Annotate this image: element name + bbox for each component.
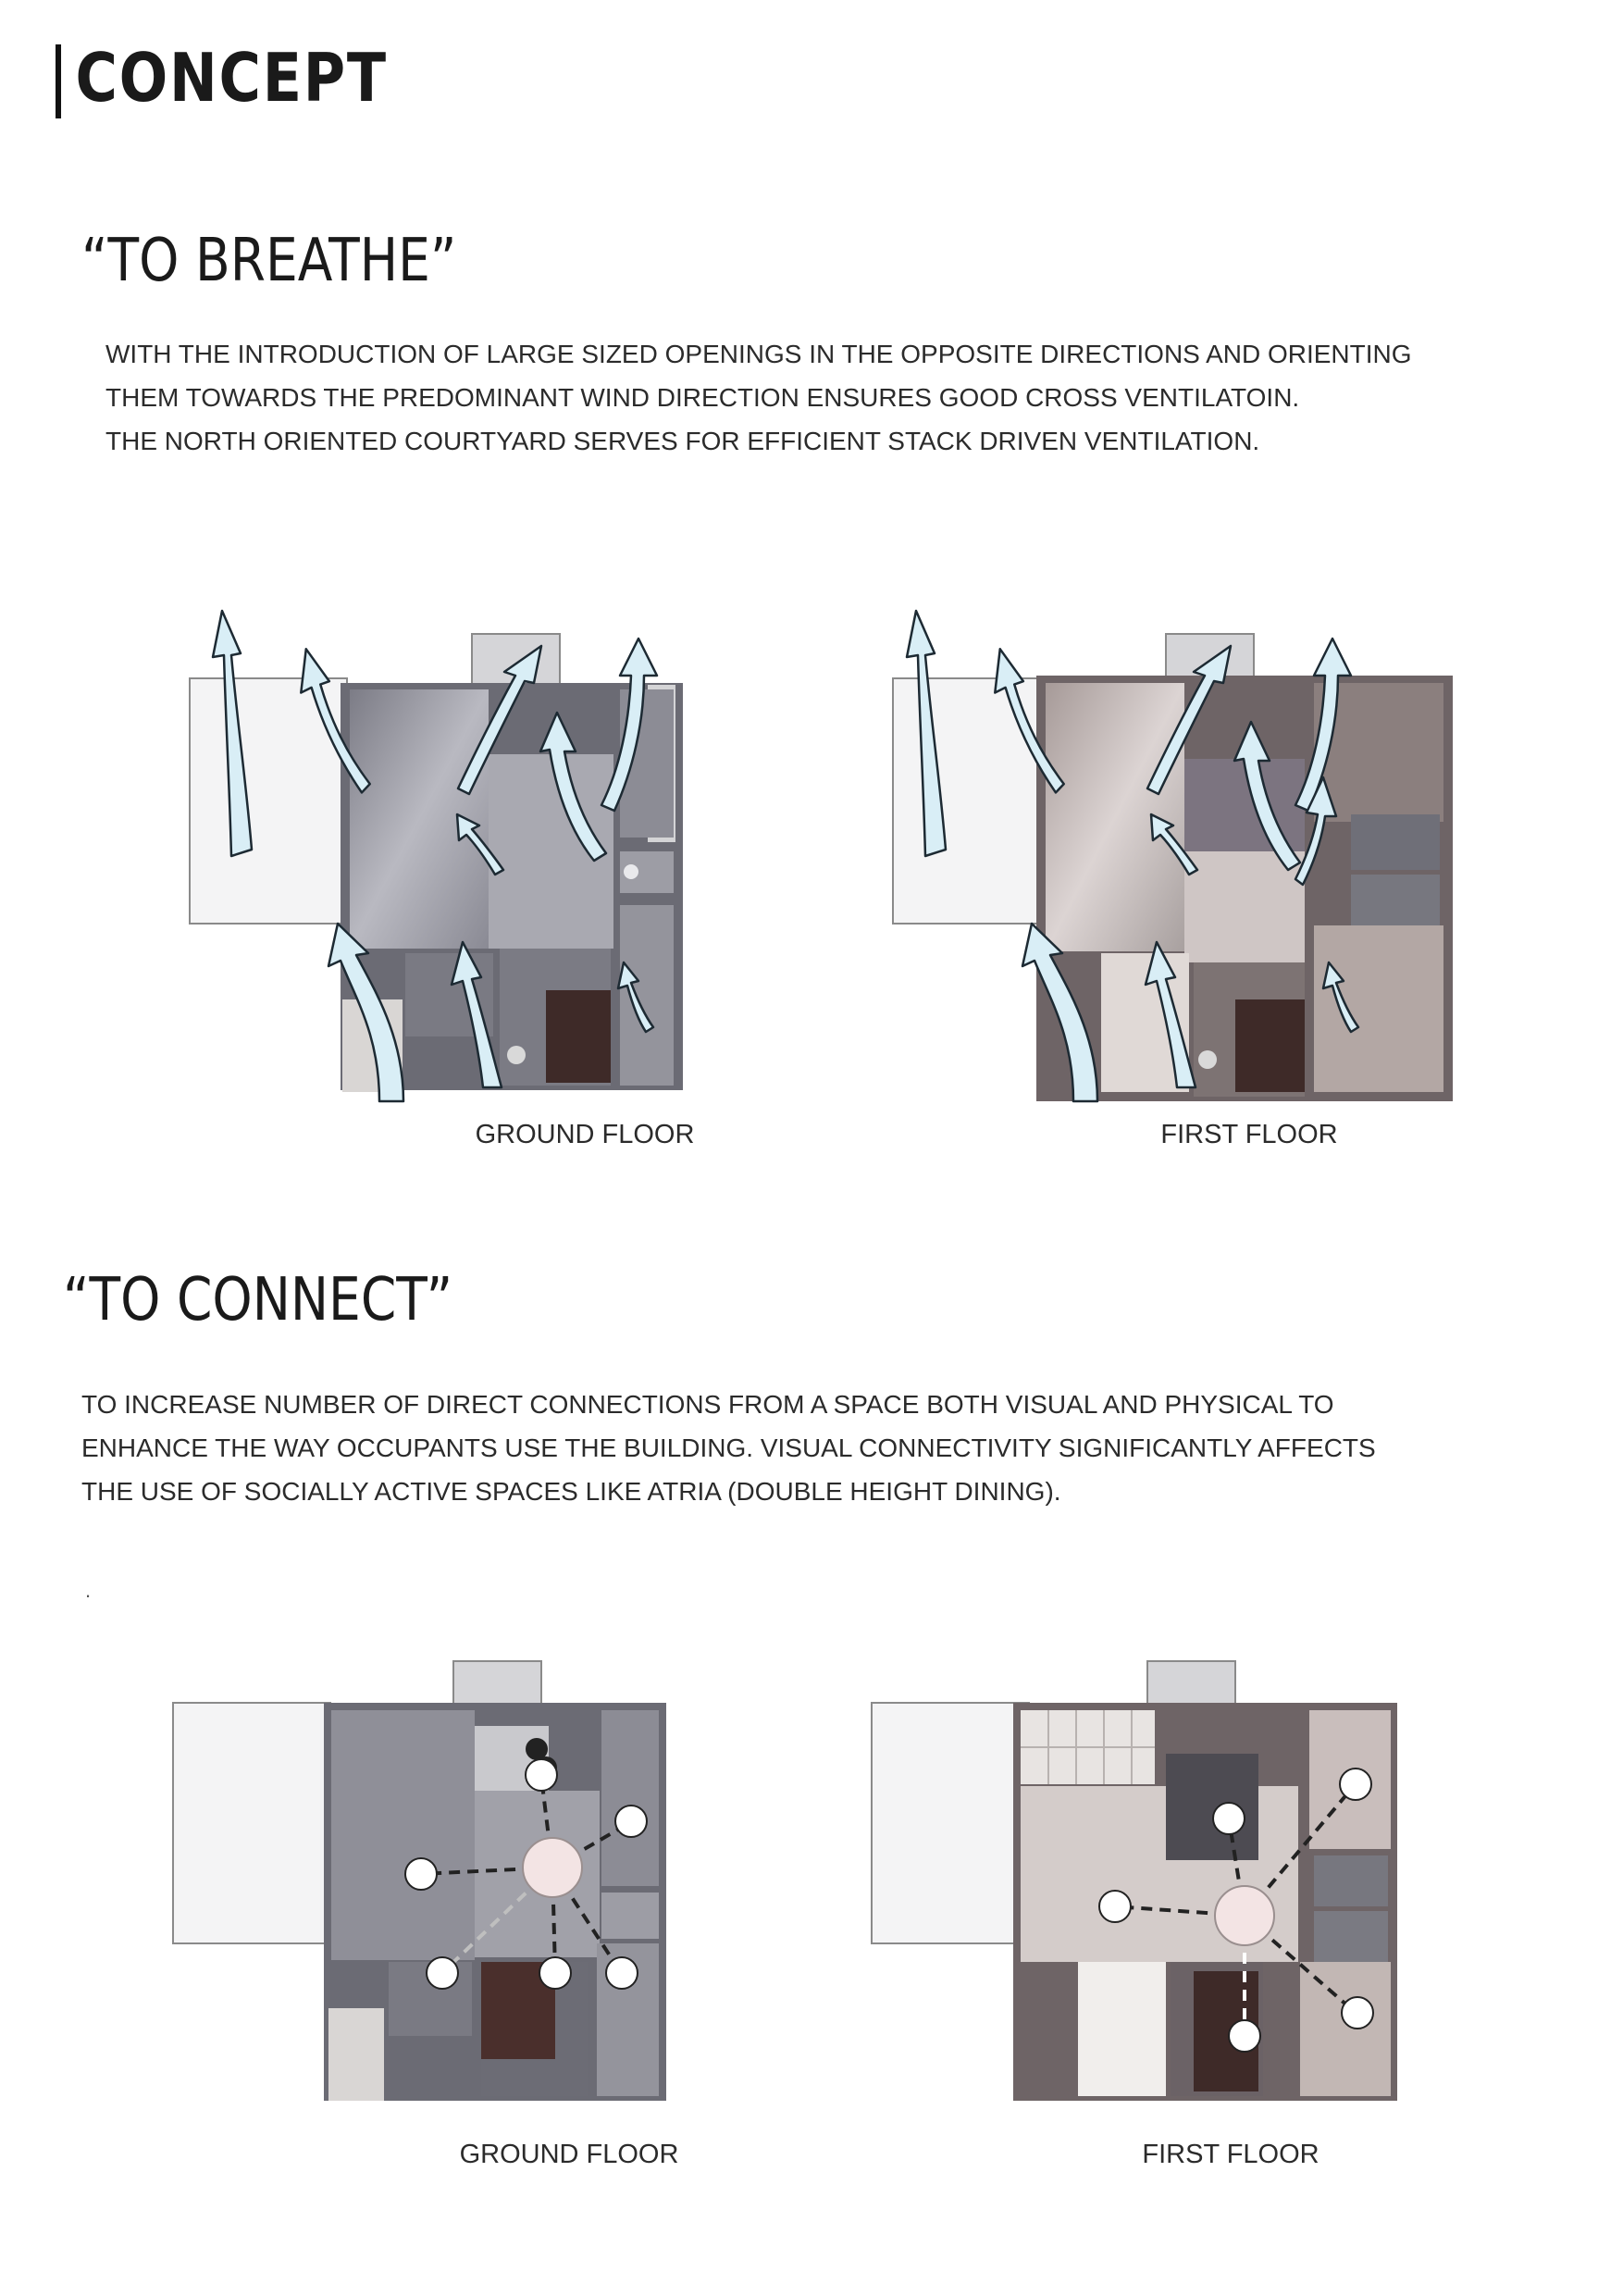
bedroom [620,905,674,1086]
stair-wood [1235,999,1305,1092]
connect-description [81,1383,1376,1513]
connect-ground-floor-plan [167,1657,777,2138]
connect-heading: “TO CONNECT” [63,1266,453,1334]
balcony [1078,1962,1166,2096]
planter [507,1046,526,1064]
node-dining [1213,1803,1245,1834]
connect-line: THE USE OF SOCIALLY ACTIVE SPACES LIKE ATRIA (DOUBLE HEIGHT DINING). [81,1477,1061,1506]
site-outline [893,678,1050,924]
wardrobe-a [1314,1855,1388,1906]
hub-node-atrium [1215,1886,1274,1945]
site-outline [173,1703,330,1943]
page-title-text: CONCEPT [75,39,388,117]
title-bar [56,44,61,118]
planter [1198,1050,1217,1069]
connect-caption-first: FIRST FLOOR [1142,2140,1319,2169]
stair-wood [546,990,611,1083]
breathe-caption-first: FIRST FLOOR [1160,1120,1338,1149]
breathe-heading: “TO BREATHE” [81,227,457,295]
breathe-first-floor-plan [888,555,1499,1111]
node-kitchen [615,1806,647,1837]
hub-node-dining [523,1838,582,1897]
site-outline [872,1703,1029,1943]
kitchen [601,1710,659,1886]
node-store [427,1957,458,1989]
living-room [331,1710,475,1960]
stray-mark: . [85,1579,92,1602]
wardrobe-b [1314,1911,1388,1962]
breathe-line: THEM TOWARDS THE PREDOMINANT WIND DIRECTION ENSURES GOOD CROSS VENTILATOIN. [105,383,1300,412]
breathe-description [105,332,1412,463]
porch [328,2008,384,2101]
dining-void [1166,1754,1258,1860]
breathe-ground-floor-plan [185,555,796,1111]
breathe-caption-ground: GROUND FLOOR [475,1120,695,1149]
node-living [405,1858,437,1890]
breathe-line: THE NORTH ORIENTED COURTYARD SERVES FOR EFFICIENT STACK DRIVEN VENTILATION. [105,427,1260,455]
wardrobe-a [1351,814,1440,870]
node-bedroom-east [1340,1769,1371,1800]
node-stair [1229,2020,1260,2052]
node-courtyard [526,1759,557,1791]
dining-void [1184,759,1305,851]
node-bedroom [606,1957,638,1989]
wc-fixture [624,864,638,879]
toilet [601,1893,659,1939]
bedroom-south [1314,925,1443,1092]
breathe-line: WITH THE INTRODUCTION OF LARGE SIZED OPENINGS IN THE OPPOSITE DIRECTIONS AND ORIENTING [105,340,1412,368]
node-stair [539,1957,571,1989]
connect-caption-ground: GROUND FLOOR [459,2140,679,2169]
node-bedroom-south [1342,1997,1373,2029]
connect-first-floor-plan [865,1657,1476,2138]
bedroom-west [1046,683,1184,951]
page-title [56,39,388,118]
node-bedroom-west [1099,1891,1131,1922]
connect-line: TO INCREASE NUMBER OF DIRECT CONNECTIONS FROM A SPACE BOTH VISUAL AND PHYSICAL TO [81,1390,1334,1419]
bedroom-south [1300,1962,1391,2096]
wardrobe-b [1351,875,1440,925]
connect-line: ENHANCE THE WAY OCCUPANTS USE THE BUILDING. VISUAL CONNECTIVITY SIGNIFICANTLY AFFECTS [81,1433,1376,1462]
